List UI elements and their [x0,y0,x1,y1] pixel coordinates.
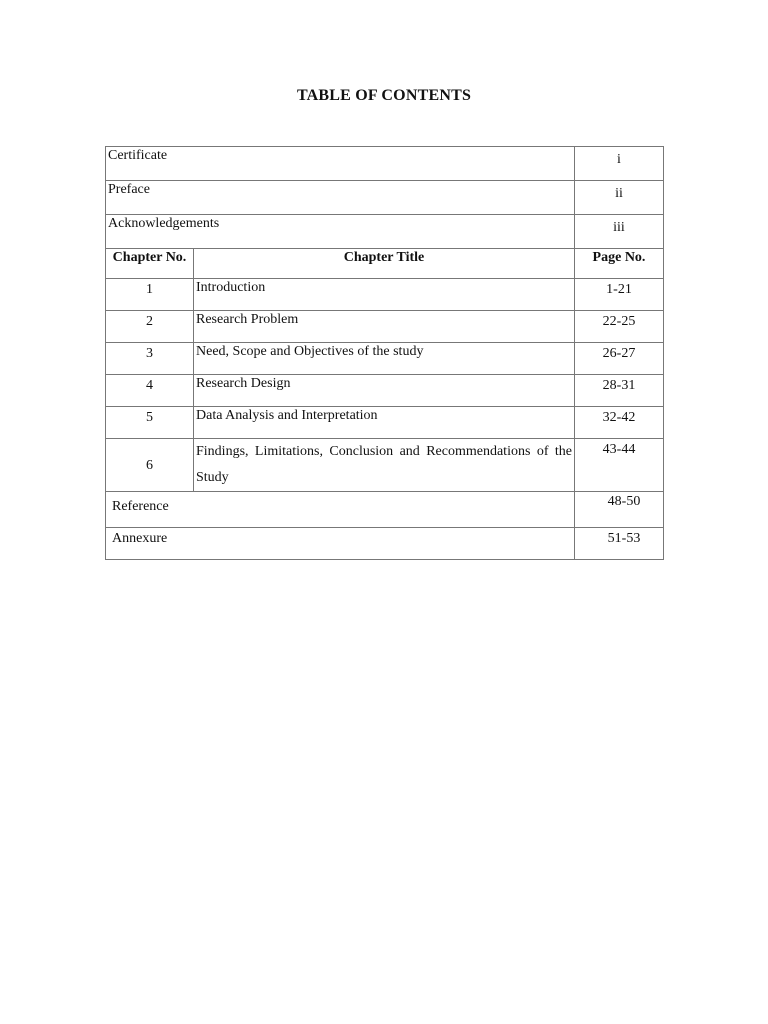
page-number-header: Page No. [575,249,664,279]
chapter-row [106,311,664,343]
chapter-row [106,439,664,492]
chapter-number: 3 [106,343,194,375]
front-matter-page: ii [575,181,664,215]
front-matter-page: i [575,147,664,181]
chapter-row [106,343,664,375]
chapter-number-header: Chapter No. [106,249,194,279]
chapter-title: Research Design [194,375,575,407]
chapter-number: 5 [106,407,194,439]
front-matter-page: iii [575,215,664,249]
back-matter-row [106,492,664,528]
chapter-pages: 26-27 [575,343,664,375]
front-matter-row [106,147,664,181]
front-matter-label: Preface [106,181,575,215]
back-matter-page: 48-50 [575,492,664,528]
chapter-pages: 32-42 [575,407,664,439]
chapter-number: 2 [106,311,194,343]
page-title: TABLE OF CONTENTS [296,87,472,104]
front-matter-label: Acknowledgements [106,215,575,249]
back-matter-label: Reference [106,492,575,528]
front-matter-row [106,181,664,215]
front-matter-label: Certificate [106,147,575,181]
contents-table [105,146,664,560]
chapter-title-header: Chapter Title [194,249,575,279]
chapter-number: 6 [106,439,194,492]
chapter-title: Data Analysis and Interpretation [194,407,575,439]
back-matter-page: 51-53 [575,528,664,560]
chapter-number: 1 [106,279,194,311]
chapter-pages: 43-44 [575,439,664,492]
chapter-number: 4 [106,375,194,407]
back-matter-label: Annexure [106,528,575,560]
chapter-pages: 22-25 [575,311,664,343]
chapter-title: Research Problem [194,311,575,343]
chapter-pages: 1-21 [575,279,664,311]
chapter-row [106,375,664,407]
chapter-title: Findings, Limitations, Conclusion and Recommendations of the Study [194,439,575,492]
chapter-row [106,279,664,311]
table-header-row [106,249,664,279]
front-matter-row [106,215,664,249]
chapter-title: Need, Scope and Objectives of the study [194,343,575,375]
chapter-row [106,407,664,439]
chapter-title: Introduction [194,279,575,311]
chapter-pages: 28-31 [575,375,664,407]
back-matter-row [106,528,664,560]
